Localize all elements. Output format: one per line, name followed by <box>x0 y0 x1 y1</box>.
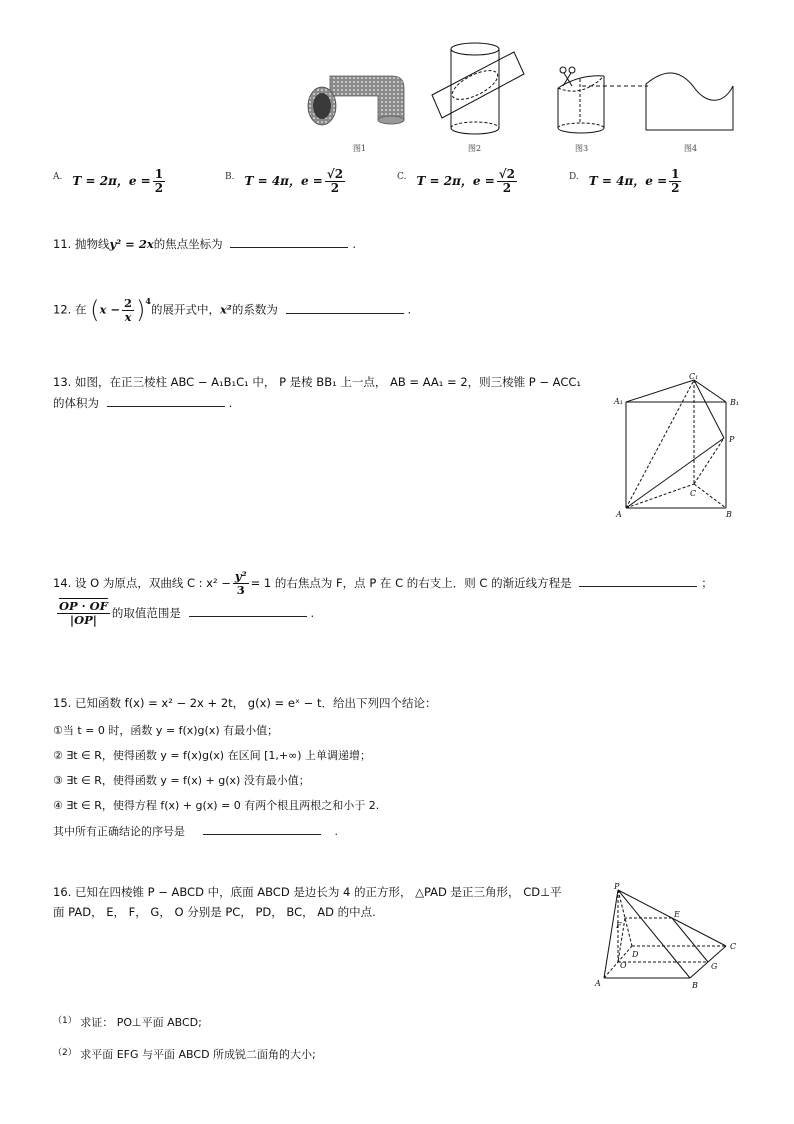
label-B: B <box>726 510 732 519</box>
label-B: B <box>692 981 698 990</box>
q12-left-paren: ( <box>90 296 100 324</box>
option-a-e: e = <box>128 174 151 188</box>
q12-power: 4 <box>145 295 151 306</box>
q13-end: . <box>228 396 233 410</box>
option-c[interactable] <box>397 168 519 195</box>
q16-sub2-label: （2） <box>53 1048 77 1058</box>
option-c-den: 2 <box>502 181 512 195</box>
q16-line2: 面 PAD， E， F， G， O 分别是 PC， PD， BC， AD 的中点. <box>53 905 376 919</box>
q14-end2: . <box>310 606 315 620</box>
q16-sub1-text: 求证： PO⊥平面 ABCD; <box>80 1016 202 1029</box>
option-d[interactable] <box>569 168 683 195</box>
q15-item-3: ③ ∃t ∈ R，使得函数 y = f(x) + g(x) 没有最小值； <box>53 774 310 787</box>
q16-number: 16. <box>53 885 72 899</box>
label-B1: B₁ <box>730 398 740 407</box>
q15-answer-blank[interactable] <box>203 833 321 835</box>
caption-figure-4: 图4 <box>684 144 698 153</box>
q11-expr: y² = 2x <box>109 237 154 251</box>
label-P: P <box>614 882 620 891</box>
q16-subquestion-1 <box>53 1014 202 1030</box>
q14-vec-den: |OP| <box>69 613 97 627</box>
q13-answer-blank[interactable] <box>107 405 225 407</box>
q15-intro: 已知函数 f(x) = x² − 2x + 2t， g(x) = eˣ − t．给出下列四个结论： <box>74 696 437 710</box>
question-16-line2 <box>53 904 376 920</box>
q11-answer-blank[interactable] <box>230 246 348 248</box>
option-b-den: 2 <box>330 181 340 195</box>
option-a[interactable] <box>53 168 167 195</box>
option-d-label: D. <box>569 172 579 182</box>
q12-end: . <box>407 302 412 317</box>
label-C: C <box>730 942 737 951</box>
q12-expr: x² <box>219 302 232 317</box>
label-C: C <box>690 489 697 498</box>
caption-figure-2: 图2 <box>468 144 482 153</box>
option-c-num: √2 <box>498 167 516 181</box>
q14-frac-num: y² <box>234 569 247 583</box>
option-a-den: 2 <box>154 181 164 195</box>
option-b-label: B. <box>225 172 235 182</box>
label-C1: C₁ <box>689 372 699 381</box>
question-11 <box>53 236 356 252</box>
q16-line1: 已知在四棱锥 P − ABCD 中，底面 ABCD 是边长为 4 的正方形， △PAD 是正三角形， CD⊥平 <box>74 885 562 899</box>
option-a-label: A. <box>53 172 63 182</box>
q12-fraction <box>122 297 134 324</box>
option-a-num: 1 <box>154 167 164 181</box>
q14-fraction <box>233 570 249 597</box>
q12-text-b: 的展开式中， <box>150 302 220 317</box>
option-c-label: C. <box>397 172 407 182</box>
q14-line2: 的取值范围是 <box>111 606 181 620</box>
option-c-e: e = <box>472 174 495 188</box>
label-D: D <box>632 950 639 959</box>
option-d-den: 2 <box>671 181 680 195</box>
q14-line1-a: 设 O 为原点，双曲线 C : x² − <box>74 576 231 590</box>
q15-item-2: ② ∃t ∈ R，使得函数 y = f(x)g(x) 在区间 [1,+∞) 上单调递增； <box>53 749 372 762</box>
q14-answer-blank-1[interactable] <box>579 585 697 587</box>
question-14-line2 <box>55 600 314 627</box>
q11-text-b: 的焦点坐标为 <box>153 237 223 251</box>
q14-vector-fraction <box>57 600 110 627</box>
q12-number: 12. <box>53 302 72 317</box>
q14-frac-den: 3 <box>236 583 245 597</box>
q14-vec-num: OP · OF <box>59 599 108 613</box>
q14-line1-b: = 1 的右焦点为 F，点 P 在 C 的右支上．则 C 的渐近线方程是 <box>250 576 572 590</box>
question-12 <box>53 296 411 324</box>
q14-end1: ； <box>701 576 713 590</box>
q15-item-4: ④ ∃t ∈ R，使得方程 f(x) + g(x) = 0 有两个根且两根之和小于 2. <box>53 799 380 812</box>
q15-ending <box>53 823 338 839</box>
q12-answer-blank[interactable] <box>286 312 404 314</box>
label-A: A <box>595 979 601 988</box>
question-16 <box>53 884 562 900</box>
q12-text-a: 在 <box>74 302 87 317</box>
q16-sub1-label: （1） <box>53 1016 77 1026</box>
q14-number: 14. <box>53 576 72 590</box>
figure-4-unrolled-surface <box>645 74 740 134</box>
q12-frac-num: 2 <box>123 295 132 310</box>
q12-inner: x − <box>99 302 120 317</box>
q13-line2: 的体积为 <box>53 396 99 410</box>
q13-line1: 如图，在正三棱柱 ABC − A₁B₁C₁ 中， P 是棱 BB₁ 上一点， AB = AA₁ = 2，则三棱锥 P − ACC₁ <box>74 375 582 389</box>
q12-text-c: 的系数为 <box>231 302 278 317</box>
option-b-fraction <box>325 168 345 195</box>
option-d-fraction <box>669 168 681 195</box>
q13-number: 13. <box>53 375 72 389</box>
figure-3-cut-cylinder <box>552 64 652 140</box>
label-O: O <box>620 961 627 970</box>
option-d-num: 1 <box>671 167 680 181</box>
option-a-fraction <box>153 168 165 195</box>
q14-answer-blank-2[interactable] <box>189 615 307 617</box>
option-b-num: √2 <box>326 167 344 181</box>
option-d-e: e = <box>645 174 668 188</box>
q11-end: . <box>352 237 356 251</box>
figure-2-cylinder-plane <box>428 40 528 140</box>
q15-number: 15. <box>53 696 72 710</box>
label-P: P <box>729 435 735 444</box>
label-A: A <box>616 510 622 519</box>
figure-1-pipe <box>300 68 410 128</box>
figure-pyramid <box>590 882 750 992</box>
option-a-period: T = 2π， <box>72 174 129 188</box>
option-c-fraction <box>497 168 517 195</box>
option-b-period: T = 4π， <box>244 174 301 188</box>
q12-frac-den: x <box>124 309 132 324</box>
option-c-period: T = 2π， <box>416 174 473 188</box>
q11-text-a: 抛物线 <box>74 237 110 251</box>
label-A1: A₁ <box>614 397 623 406</box>
q15-end: . <box>334 825 338 838</box>
question-14 <box>53 570 713 597</box>
question-15 <box>53 695 436 711</box>
label-G: G <box>711 962 718 971</box>
option-b-e: e = <box>300 174 323 188</box>
option-d-period: T = 4π， <box>588 174 646 188</box>
question-13-line2 <box>53 395 232 411</box>
q11-number: 11. <box>53 237 72 251</box>
label-F: F <box>616 921 622 930</box>
q16-sub2-text: 求平面 EFG 与平面 ABCD 所成锐二面角的大小; <box>80 1048 316 1061</box>
q12-right-paren: ) <box>136 296 146 324</box>
caption-figure-3: 图3 <box>575 144 589 153</box>
option-b[interactable] <box>225 168 347 195</box>
question-13 <box>53 374 581 390</box>
q16-subquestion-2 <box>53 1046 316 1062</box>
figure-prism <box>612 372 752 520</box>
caption-figure-1: 图1 <box>353 144 367 153</box>
q15-ending-text: 其中所有正确结论的序号是 <box>53 825 185 838</box>
label-E: E <box>674 910 680 919</box>
q15-item-1: ①当 t = 0 时，函数 y = f(x)g(x) 有最小值； <box>53 724 279 737</box>
